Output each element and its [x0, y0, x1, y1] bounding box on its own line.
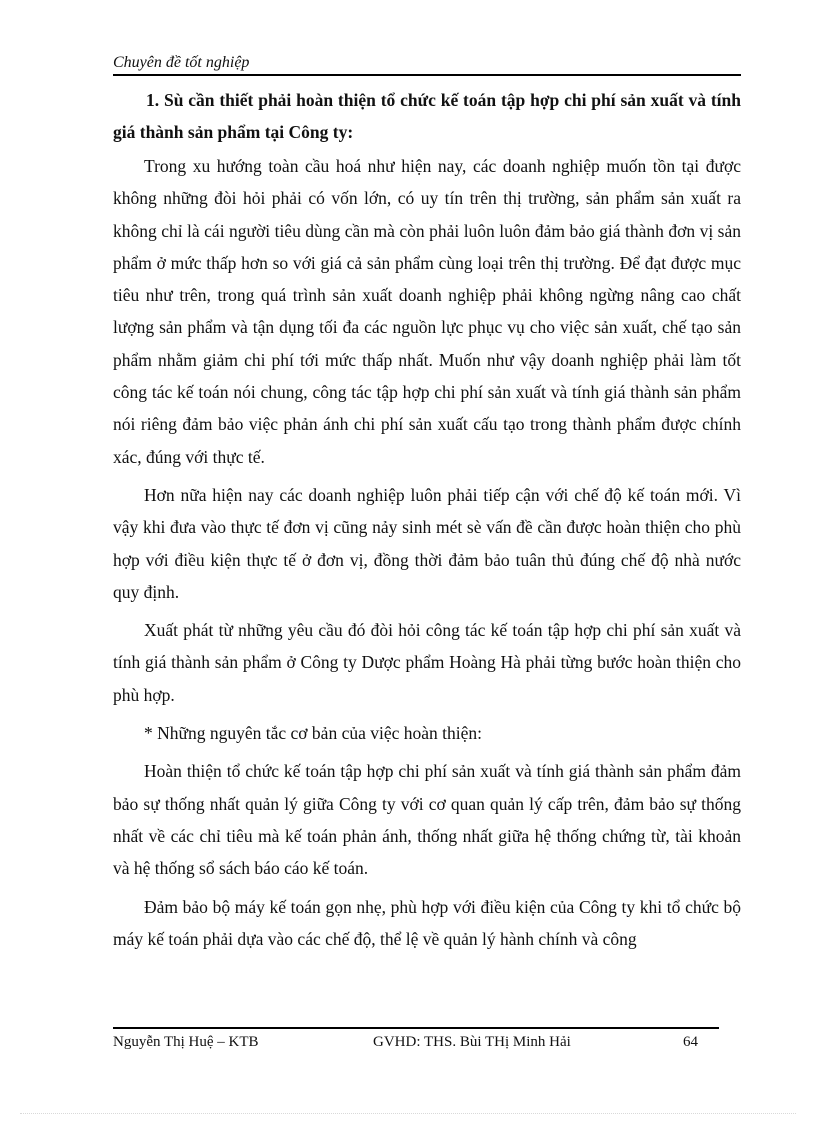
paragraph: Trong xu hướng toàn cầu hoá như hiện nay, các doanh nghiệp muốn tồn tại được không những đòi hỏi phải có vốn lớn, có uy tín trên thị trường, sản phẩm sản xuất ra không chỉ là cái người tiêu dùng cần mà còn phải luôn luôn đảm bảo giá thành đơn vị sản phẩm ở mức thấp hơn so với giá cả sản phẩm cùng loại trên thị trường. Để đạt được mục tiêu như trên, trong quá trình sản xuất doanh nghiệp phải không ngừng nâng cao chất lượng sản phẩm và tận dụng tối đa các nguồn lực phục vụ cho việc sản xuất, chế tạo sản phẩm nhằm giảm chi phí tới mức thấp nhất. Muốn như vậy doanh nghiệp phải làm tốt công tác kế toán nói chung, công tác tập hợp chi phí sản xuất và tính giá thành sản phẩm nói riêng đảm bảo việc phản ánh chi phí sản xuất cấu tạo trong thành phẩm được chính xác, đúng với thực tế.	[113, 156, 741, 467]
page-number: 64	[683, 1034, 698, 1050]
paragraph: Đảm bảo bộ máy kế toán gọn nhẹ, phù hợp với điều kiện của Công ty khi tổ chức bộ máy kế toán phải dựa vào các chế độ, thể lệ về quản lý hành chính và công	[113, 896, 741, 949]
paragraph: Hơn nữa hiện nay các doanh nghiệp luôn phải tiếp cận với chế độ kế toán mới. Vì vậy khi đưa vào thực tế đơn vị cũng nảy sinh mét sè vấn đề cần được hoàn thiện cho phù hợp với điều kiện thực tế ở đơn vị, đồng thời đảm bảo tuân thủ đúng chế độ nhà nước quy định.	[113, 484, 741, 602]
footer-divider	[113, 1027, 719, 1029]
paragraph: * Những nguyên tắc cơ bản của việc hoàn thiện:	[144, 723, 483, 744]
body-text	[113, 150, 741, 961]
page-bottom-border	[20, 1113, 796, 1114]
page-header	[113, 50, 741, 76]
paragraph: Xuất phát từ những yêu cầu đó đòi hỏi công tác kế toán tập hợp chi phí sản xuất và tính giá thành sản phẩm ở Công ty Dược phẩm Hoàng Hà phải từng bước hoàn thiện cho phù hợp.	[113, 620, 741, 705]
header-title: Chuyên đề tốt nghiệp	[113, 54, 250, 71]
section-heading: 1. Sù cần thiết phải hoàn thiện tổ chức kế toán tập hợp chi phí sản xuất và tính giá thành sản phẩm tại Công ty:	[113, 90, 741, 142]
footer-advisor: GVHD: THS. Bùi THị Minh Hải	[373, 1034, 571, 1050]
page-footer	[113, 1034, 719, 1056]
footer-author: Nguyễn Thị Huệ – KTB	[113, 1034, 259, 1050]
paragraph: Hoàn thiện tổ chức kế toán tập hợp chi phí sản xuất và tính giá thành sản phẩm đảm bảo sự thống nhất quản lý giữa Công ty với cơ quan quản lý cấp trên, đảm bảo sự thống nhất về các chỉ tiêu mà kế toán phản ánh, thống nhất giữa hệ thống chứng từ, tài khoản và hệ thống sổ sách báo cáo kế toán.	[113, 761, 741, 879]
